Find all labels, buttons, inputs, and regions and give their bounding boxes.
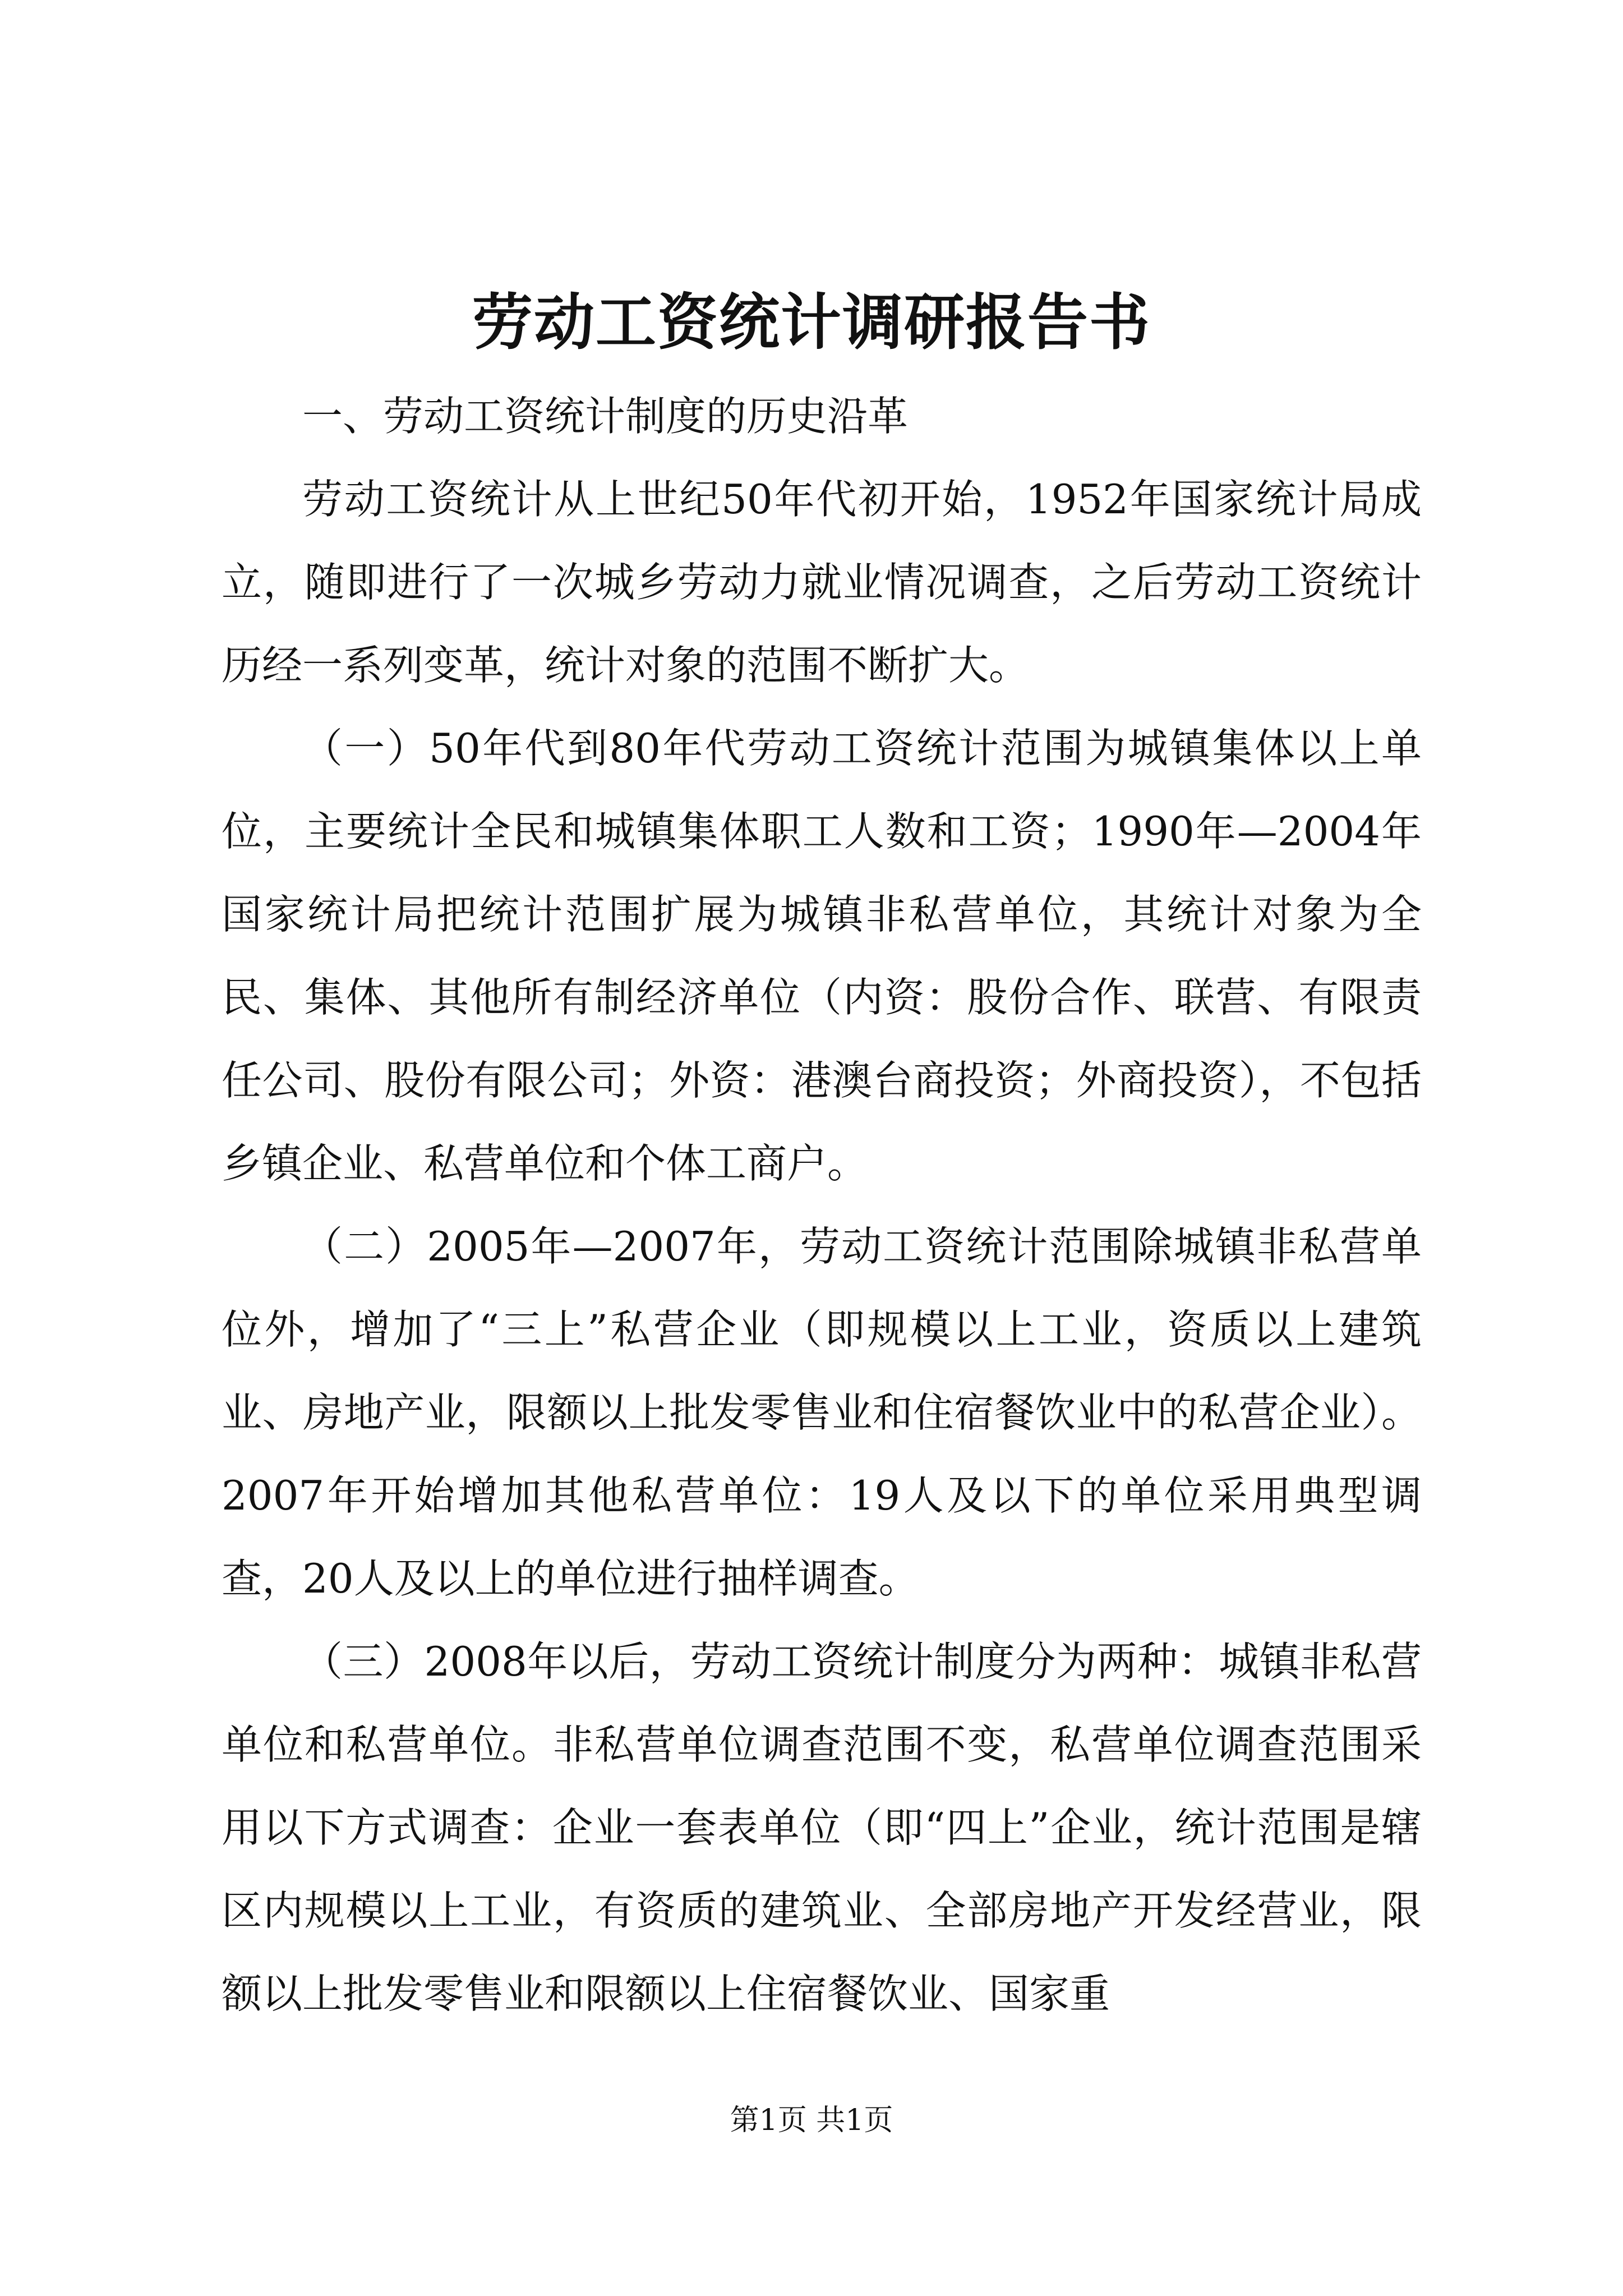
document-title: 劳动工资统计调研报告书 [472, 287, 1151, 358]
paragraph-history-intro: 劳动工资统计从上世纪50年代初开始，1952年国家统计局成立，随即进行了一次城乡劳动力就业情况调查，之后劳动工资统计历经一系列变革，统计对象的范围不断扩大。 [222, 476, 1422, 689]
section-heading: 一、劳动工资统计制度的历史沿革 [302, 393, 909, 440]
document-body [222, 375, 1422, 2035]
paragraph-period-one: （一）50年代到80年代劳动工资统计范围为城镇集体以上单位，主要统计全民和城镇集体职工人数和工资；1990年—2004年国家统计局把统计范围扩展为城镇非私营单位，其统计对象为全民、集体、其他所有制经济单位（内资：股份合作、联营、有限责任公司、股份有限公司；外资：港澳台商投资；外商投资），不包括乡镇企业、私营单位和个体工商户。 [222, 725, 1422, 1187]
paragraph-period-two: （二）2005年—2007年，劳动工资统计范围除城镇非私营单位外，增加了“三上”私营企业（即规模以上工业，资质以上建筑业、房地产业，限额以上批发零售业和住宿餐饮业中的私营企业）。2007年开始增加其他私营单位：19人及以下的单位采用典型调查，20人及以上的单位进行抽样调查。 [222, 1223, 1422, 1602]
page-footer: 第1页 共1页 [730, 2104, 893, 2137]
paragraph-period-three: （三）2008年以后，劳动工资统计制度分为两种：城镇非私营单位和私营单位。非私营单位调查范围不变，私营单位调查范围采用以下方式调查：企业一套表单位（即“四上”企业，统计范围是辖区内规模以上工业，有资质的建筑业、全部房地产开发经营业，限额以上批发零售业和限额以上住宿餐饮业、国家重 [222, 1638, 1422, 2017]
